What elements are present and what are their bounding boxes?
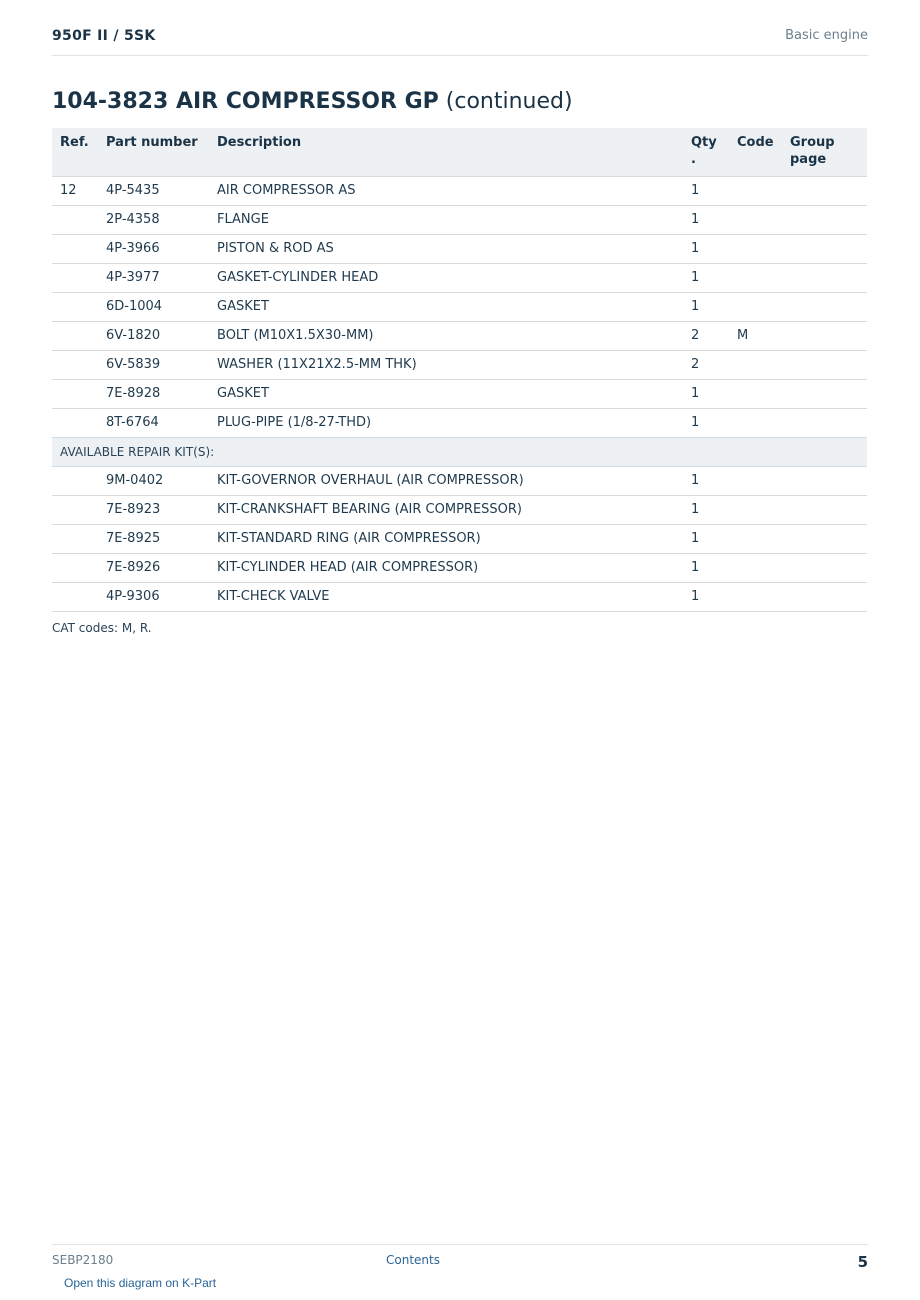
table-row — [52, 380, 867, 409]
table-row — [52, 554, 867, 583]
cell-code — [729, 293, 782, 322]
cell-ref — [52, 467, 98, 496]
document-id: SEBP2180 — [52, 1253, 114, 1267]
col-qty: Qty . — [683, 128, 729, 177]
col-group-page: Group page — [782, 128, 867, 177]
cell-qty: 1 — [683, 554, 729, 583]
cell-qty: 1 — [683, 380, 729, 409]
cell-ref — [52, 554, 98, 583]
cell-part-number: 6V-1820 — [98, 322, 209, 351]
cell-part-number: 7E-8923 — [98, 496, 209, 525]
col-description: Description — [209, 128, 683, 177]
cell-code — [729, 264, 782, 293]
cell-qty: 2 — [683, 351, 729, 380]
table-row — [52, 264, 867, 293]
page-footer — [52, 1244, 868, 1277]
table-row — [52, 467, 867, 496]
cell-ref — [52, 380, 98, 409]
machine-model: 950F II / 5SK — [52, 28, 156, 44]
cell-group-page — [782, 554, 867, 583]
cell-code — [729, 496, 782, 525]
cell-group-page — [782, 496, 867, 525]
cell-part-number: 6D-1004 — [98, 293, 209, 322]
cell-group-page — [782, 380, 867, 409]
cell-description: KIT-CHECK VALVE — [209, 583, 683, 612]
cell-ref — [52, 525, 98, 554]
col-part-number: Part number — [98, 128, 209, 177]
cell-description: KIT-CRANKSHAFT BEARING (AIR COMPRESSOR) — [209, 496, 683, 525]
cell-part-number: 7E-8926 — [98, 554, 209, 583]
cell-qty: 1 — [683, 409, 729, 438]
cell-qty: 1 — [683, 235, 729, 264]
cell-qty: 1 — [683, 583, 729, 612]
parts-table-body — [52, 177, 867, 612]
cell-group-page — [782, 583, 867, 612]
kit-section-header — [52, 438, 867, 467]
cell-part-number: 7E-8925 — [98, 525, 209, 554]
cell-ref — [52, 409, 98, 438]
cell-part-number: 6V-5839 — [98, 351, 209, 380]
cell-ref — [52, 293, 98, 322]
parts-table — [52, 128, 867, 612]
cell-group-page — [782, 235, 867, 264]
section-name: Basic engine — [785, 28, 868, 43]
cell-ref — [52, 235, 98, 264]
cell-ref — [52, 496, 98, 525]
table-row — [52, 351, 867, 380]
cell-code — [729, 206, 782, 235]
table-row — [52, 322, 867, 351]
cell-code — [729, 525, 782, 554]
cell-ref — [52, 583, 98, 612]
cell-group-page — [782, 322, 867, 351]
cell-qty: 1 — [683, 293, 729, 322]
page-header — [52, 28, 868, 56]
cell-group-page — [782, 293, 867, 322]
col-ref: Ref. — [52, 128, 98, 177]
cell-part-number: 9M-0402 — [98, 467, 209, 496]
cell-part-number: 4P-3966 — [98, 235, 209, 264]
cell-description: GASKET-CYLINDER HEAD — [209, 264, 683, 293]
cell-code — [729, 583, 782, 612]
table-row — [52, 496, 867, 525]
cell-group-page — [782, 177, 867, 206]
table-row — [52, 409, 867, 438]
cell-group-page — [782, 467, 867, 496]
cell-description: AIR COMPRESSOR AS — [209, 177, 683, 206]
cell-description: GASKET — [209, 293, 683, 322]
cell-part-number: 4P-3977 — [98, 264, 209, 293]
table-row — [52, 583, 867, 612]
kit-section-label: AVAILABLE REPAIR KIT(S): — [52, 438, 867, 467]
cell-group-page — [782, 264, 867, 293]
cell-description: KIT-CYLINDER HEAD (AIR COMPRESSOR) — [209, 554, 683, 583]
cell-qty: 1 — [683, 496, 729, 525]
cell-code — [729, 467, 782, 496]
cell-ref — [52, 351, 98, 380]
cat-codes-note: CAT codes: M, R. — [52, 621, 152, 635]
cell-code — [729, 235, 782, 264]
cell-part-number: 4P-9306 — [98, 583, 209, 612]
cell-description: BOLT (M10X1.5X30-MM) — [209, 322, 683, 351]
cell-qty: 2 — [683, 322, 729, 351]
table-row — [52, 525, 867, 554]
cell-qty: 1 — [683, 206, 729, 235]
cell-qty: 1 — [683, 264, 729, 293]
table-row — [52, 293, 867, 322]
cell-ref: 12 — [52, 177, 98, 206]
col-code: Code — [729, 128, 782, 177]
cell-code — [729, 351, 782, 380]
cell-code: M — [729, 322, 782, 351]
cell-description: KIT-GOVERNOR OVERHAUL (AIR COMPRESSOR) — [209, 467, 683, 496]
cell-description: PISTON & ROD AS — [209, 235, 683, 264]
cell-description: PLUG-PIPE (1/8-27-THD) — [209, 409, 683, 438]
cell-part-number: 7E-8928 — [98, 380, 209, 409]
cell-group-page — [782, 206, 867, 235]
kpart-diagram-link[interactable]: Open this diagram on K-Part — [64, 1276, 217, 1290]
cell-code — [729, 409, 782, 438]
cell-qty: 1 — [683, 177, 729, 206]
cell-group-page — [782, 351, 867, 380]
cell-code — [729, 380, 782, 409]
table-row — [52, 177, 867, 206]
page-title — [52, 89, 573, 114]
cell-description: WASHER (11X21X2.5-MM THK) — [209, 351, 683, 380]
cell-ref — [52, 206, 98, 235]
cell-description: KIT-STANDARD RING (AIR COMPRESSOR) — [209, 525, 683, 554]
page-number: 5 — [857, 1253, 868, 1271]
cell-ref — [52, 322, 98, 351]
table-header-row — [52, 128, 867, 177]
cell-part-number: 8T-6764 — [98, 409, 209, 438]
cell-group-page — [782, 525, 867, 554]
cell-group-page — [782, 409, 867, 438]
cell-qty: 1 — [683, 525, 729, 554]
table-row — [52, 235, 867, 264]
cell-ref — [52, 264, 98, 293]
cell-part-number: 2P-4358 — [98, 206, 209, 235]
table-row — [52, 206, 867, 235]
cell-description: FLANGE — [209, 206, 683, 235]
cell-code — [729, 554, 782, 583]
cell-part-number: 4P-5435 — [98, 177, 209, 206]
cell-code — [729, 177, 782, 206]
cell-description: GASKET — [209, 380, 683, 409]
contents-link[interactable]: Contents — [386, 1253, 440, 1267]
group-title: 104-3823 AIR COMPRESSOR GP — [52, 89, 439, 114]
title-suffix: (continued) — [445, 89, 573, 114]
cell-qty: 1 — [683, 467, 729, 496]
